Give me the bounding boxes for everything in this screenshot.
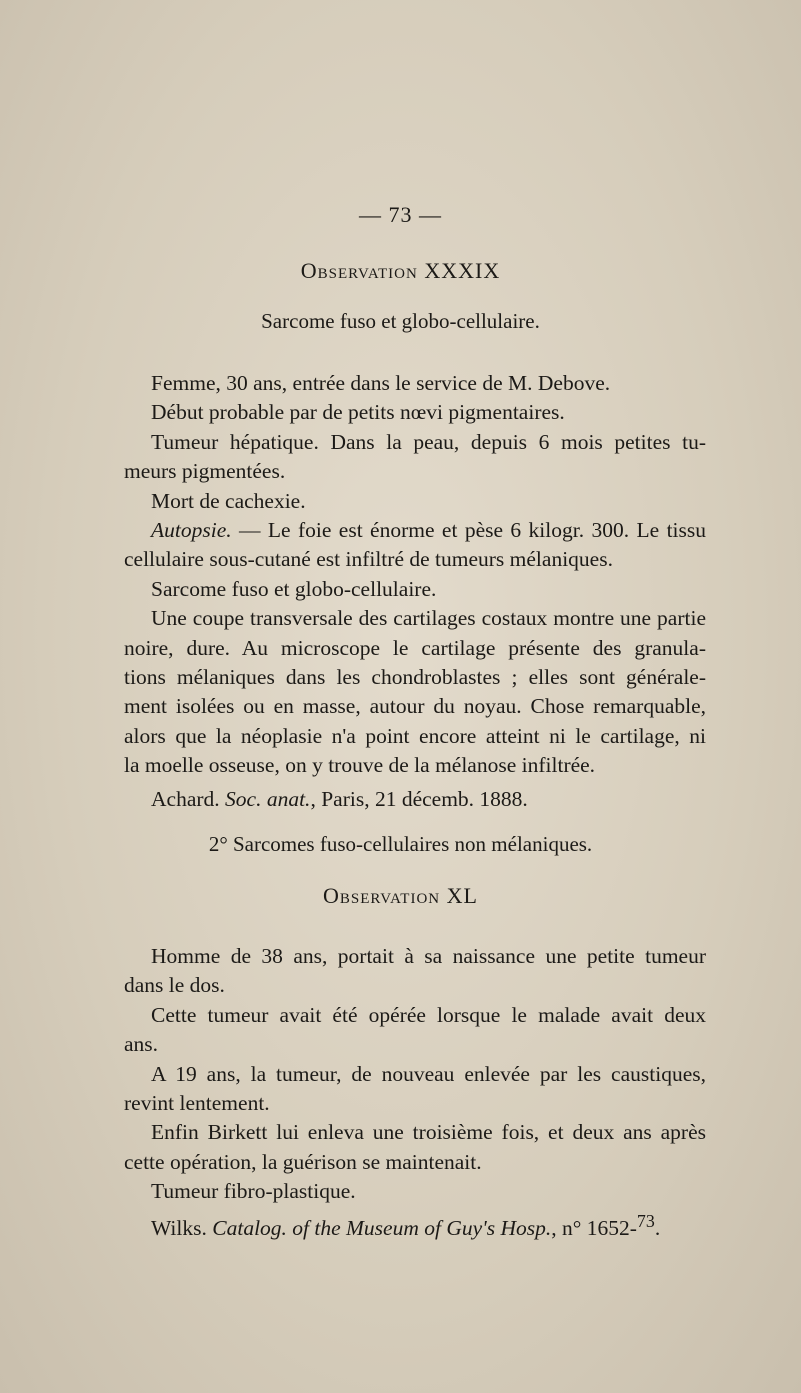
paragraph-line: Enfin Birkett lui enleva une troisième fois, et deux ans après [151, 1120, 706, 1145]
autopsy-label: Autopsie. [151, 518, 232, 543]
reference-author: Achard. [151, 786, 220, 811]
observation-39-body [124, 369, 706, 814]
observation-39-heading: Observation XXXIX [300, 258, 501, 283]
reference-superscript: 73 [636, 1210, 655, 1231]
observation-39-subheading: Sarcome fuso et globo-cellulaire. [261, 309, 540, 333]
paragraph-line: Homme de 38 ans, portait à sa naissance une petite tumeur [151, 944, 706, 968]
paragraph: Femme, 30 ans, entrée dans le service de M. Debove. [151, 371, 611, 395]
paragraph: Début probable par de petits nœvi pigmentaires. [151, 400, 565, 425]
observation-40-body [124, 942, 706, 1243]
reference-catalog: Catalog. of the Museum of Guy's Hosp. [212, 1215, 552, 1240]
autopsy-text: — Le foie est énorme et pèse 6 kilogr. 300. Le tissu [231, 518, 706, 543]
paragraph-line: ment isolées ou en masse, autour du noyau. Chose remarquable, [124, 694, 706, 719]
reference-achard [124, 785, 706, 814]
page-number: — 73 — [359, 202, 442, 227]
reference-author: Wilks. [151, 1215, 207, 1240]
paragraph: Mort de cachexie. [151, 488, 306, 513]
paragraph-line: Tumeur hépatique. Dans la peau, depuis 6 mois petites tu- [151, 429, 706, 454]
paragraph: Sarcome fuso et globo-cellulaire. [151, 576, 437, 601]
paragraph-line: meurs pigmentées. [124, 459, 286, 484]
paragraph-line: revint lentement. [124, 1091, 270, 1116]
paragraph-line: Une coupe transversale des cartilages costaux montre une partie [151, 606, 706, 631]
reference-details: , Paris, 21 décemb. 1888. [310, 786, 528, 811]
paragraph-line: cellulaire sous-cutané est infiltré de tumeurs mélaniques. [124, 547, 613, 572]
section-2-title: 2° Sarcomes fuso-cellulaires non mélaniques. [208, 832, 593, 856]
reference-number: , n° 1652- [551, 1215, 637, 1240]
autopsy-line [124, 516, 706, 545]
reference-journal: Soc. anat. [225, 786, 311, 811]
paragraph-line: A 19 ans, la tumeur, de nouveau enlevée par les caustiques, [151, 1061, 706, 1086]
paragraph-line: ans. [124, 1032, 159, 1057]
paragraph: Tumeur fibro-plastique. [151, 1179, 356, 1204]
paragraph-line: alors que la néoplasie n'a point encore atteint ni le cartilage, ni [124, 723, 706, 748]
paragraph-line: tions mélaniques dans les chondroblastes ; elles sont générale- [124, 665, 706, 690]
paragraph-line: la moelle osseuse, on y trouve de la mélanose infiltrée. [124, 753, 596, 778]
reference-wilks [124, 1207, 706, 1244]
observation-40-heading: Observation XL [323, 883, 478, 908]
reference-end: . [654, 1215, 661, 1240]
paragraph-line: cette opération, la guérison se maintenait. [124, 1149, 482, 1174]
paragraph-line: Cette tumeur avait été opérée lorsque le malade avait deux [151, 1002, 706, 1027]
paragraph-line: dans le dos. [124, 973, 225, 998]
paragraph-line: noire, dure. Au microscope le cartilage présente des granula- [124, 635, 706, 660]
